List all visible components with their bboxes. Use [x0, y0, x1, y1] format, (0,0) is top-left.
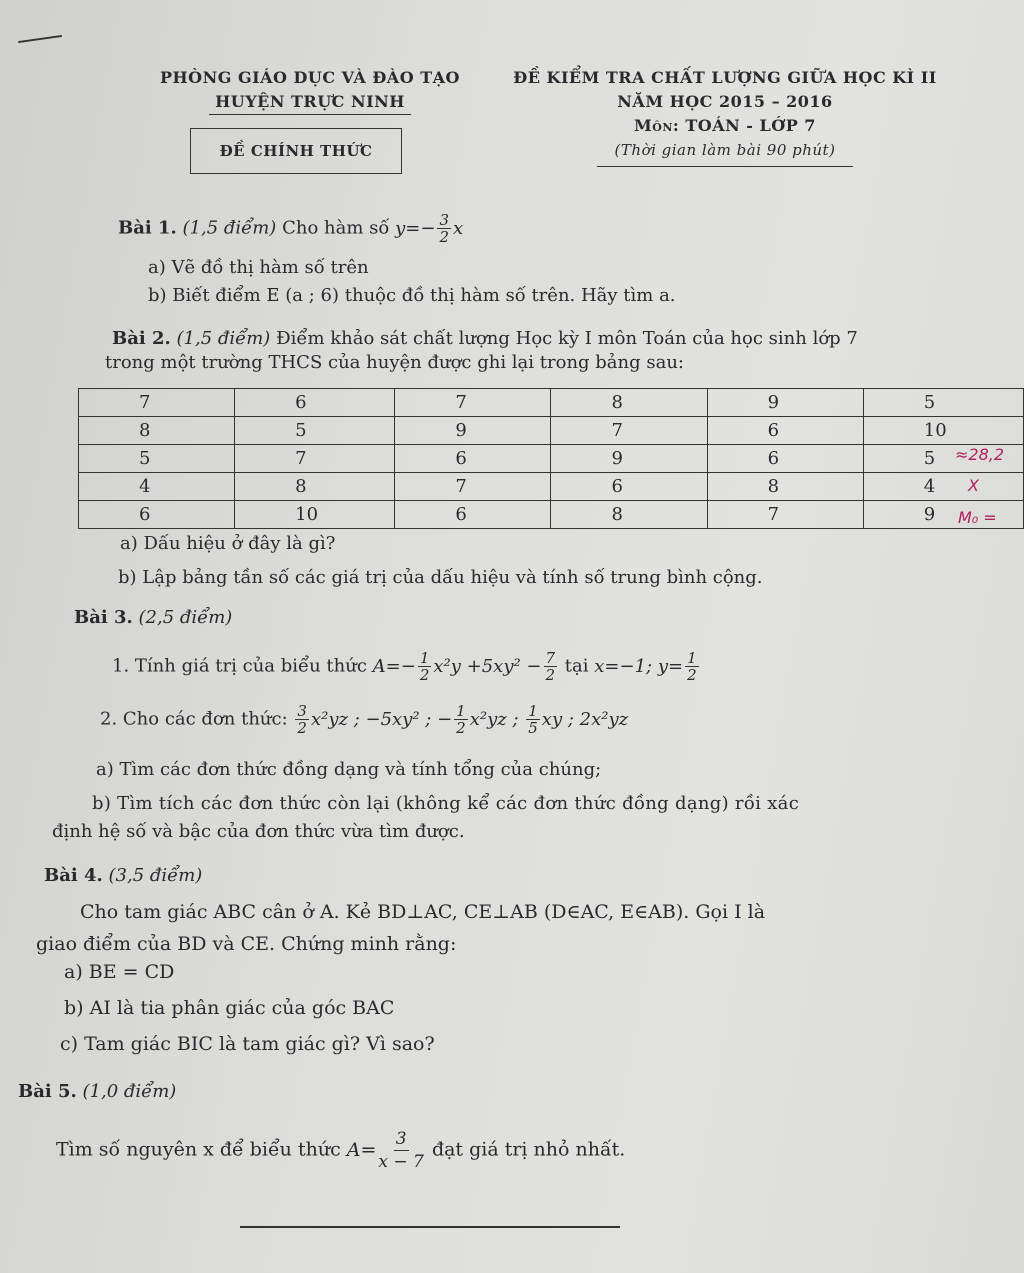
bai2-intro2: trong một trường THCS của huyện được ghi lại trong bảng sau: — [105, 352, 684, 373]
handwritten-note-3: M₀ = — [958, 508, 997, 527]
subject: Môn: TOÁN - LỚP 7 — [634, 116, 816, 135]
department-name: PHÒNG GIÁO DỤC VÀ ĐÀO TẠO — [160, 68, 460, 87]
bai1-points: (1,5 điểm) — [182, 217, 277, 239]
table-cell: 5 — [863, 445, 1023, 473]
bai4-label: Bài 4. — [44, 865, 103, 886]
bai4-b: b) AI là tia phân giác của góc BAC — [64, 997, 395, 1019]
school-year: NĂM HỌC 2015 – 2016 — [617, 92, 833, 111]
bai5-heading — [18, 1078, 176, 1106]
table-cell: 6 — [235, 389, 395, 417]
table-cell: 8 — [551, 501, 707, 529]
table-cell: 8 — [79, 417, 235, 445]
bai5-question: Tìm số nguyên x để biểu thức A= $\frac{3}{x - 7}$ đạt giá trị nhỏ nhất. — [56, 1129, 626, 1172]
table-cell: 8 — [235, 473, 395, 501]
table-cell: 8 — [551, 389, 707, 417]
table-cell: 7 — [551, 417, 707, 445]
table-cell: 6 — [79, 501, 235, 529]
table-cell: 7 — [395, 389, 551, 417]
table-row — [79, 417, 1024, 445]
table-cell: 7 — [79, 389, 235, 417]
bai1-function: y=− $\frac{3}{2}$ x — [395, 211, 464, 246]
bai2-b: b) Lập bảng tần số các giá trị của dấu hiệu và tính số trung bình cộng. — [118, 567, 763, 588]
bai4-points: (3,5 điểm) — [108, 865, 203, 886]
table-cell: 4 — [863, 473, 1023, 501]
table-cell: 7 — [395, 473, 551, 501]
bai3-a: a) Tìm các đơn thức đồng dạng và tính tổng của chúng; — [96, 759, 602, 780]
end-rule — [240, 1226, 620, 1228]
table-cell: 6 — [707, 445, 863, 473]
bai1-intro: Cho hàm số — [282, 217, 390, 239]
table-cell: 5 — [863, 389, 1023, 417]
table-cell: 9 — [395, 417, 551, 445]
table-row — [79, 501, 1024, 529]
district-name: HUYỆN TRỰC NINH — [209, 90, 411, 115]
table-cell: 8 — [707, 473, 863, 501]
table-row — [79, 389, 1024, 417]
bai4-heading — [44, 862, 202, 890]
bai3-points: (2,5 điểm) — [138, 607, 233, 628]
score-table — [78, 388, 1024, 529]
table-cell: 9 — [551, 445, 707, 473]
table-cell: 6 — [395, 501, 551, 529]
corner-mark — [18, 35, 62, 43]
bai3-b1: b) Tìm tích các đơn thức còn lại (không kể các đơn thức đồng dạng) rồi xác — [92, 793, 800, 814]
bai4-intro2: giao điểm của BD và CE. Chứng minh rằng: — [36, 933, 457, 955]
bai3-q2: 2. Cho các đơn thức: $\frac{3}{2}$ x²yz ; −5xy² ; − $\frac{1}{2}$ x²yz ; $\frac{1}{5}$ xy ; 2x²yz — [100, 702, 629, 737]
bai4-intro1: Cho tam giác ABC cân ở A. Kẻ BD⊥AC, CE⊥AB (D∈AC, E∈AB). Gọi I là — [80, 901, 766, 923]
table-row — [79, 473, 1024, 501]
table-cell: 9 — [863, 501, 1023, 529]
bai1-heading — [118, 212, 463, 245]
bai2-label: Bài 2. — [112, 328, 171, 349]
table-cell: 7 — [235, 445, 395, 473]
bai3-b2: định hệ số và bậc của đơn thức vừa tìm được. — [52, 821, 465, 842]
table-cell: 10 — [235, 501, 395, 529]
bai5-points: (1,0 điểm) — [82, 1081, 177, 1102]
bai5-label: Bài 5. — [18, 1081, 77, 1102]
header-right — [490, 66, 960, 167]
handwritten-note-1: ≈28,2 — [955, 445, 1005, 464]
table-row — [79, 445, 1024, 473]
bai3-q1: 1. Tính giá trị của biểu thức A=− $\frac{1}{2}$ x²y +5xy² − $\frac{7}{2}$ tại x=−1; y= $\frac{1}{2}$ — [112, 649, 697, 684]
bai2-intro1: Điểm khảo sát chất lượng Học kỳ I môn Toán của học sinh lớp 7 — [276, 328, 858, 349]
bai3-label: Bài 3. — [74, 607, 133, 628]
bai2-a: a) Dấu hiệu ở đây là gì? — [120, 533, 336, 554]
bai1-b: b) Biết điểm E (a ; 6) thuộc đồ thị hàm số trên. Hãy tìm a. — [148, 285, 676, 306]
bai4-c: c) Tam giác BIC là tam giác gì? Vì sao? — [60, 1033, 435, 1055]
table-cell: 5 — [79, 445, 235, 473]
official-badge: ĐỀ CHÍNH THỨC — [190, 128, 402, 174]
bai3-heading — [74, 604, 232, 632]
table-cell: 4 — [79, 473, 235, 501]
bai1-label: Bài 1. — [118, 217, 177, 239]
table-cell: 10 — [863, 417, 1023, 445]
exam-time: (Thời gian làm bài 90 phút) — [597, 138, 854, 167]
exam-title: ĐỀ KIỂM TRA CHẤT LƯỢNG GIỮA HỌC KÌ II — [513, 68, 937, 87]
score-table-wrap — [78, 388, 1024, 529]
handwritten-note-2: X — [968, 476, 979, 495]
table-cell: 6 — [707, 417, 863, 445]
table-cell: 7 — [707, 501, 863, 529]
table-cell: 6 — [551, 473, 707, 501]
table-cell: 6 — [395, 445, 551, 473]
bai4-a: a) BE = CD — [64, 961, 175, 983]
bai2-points: (1,5 điểm) — [176, 328, 271, 349]
header-left — [150, 66, 470, 115]
table-cell: 5 — [235, 417, 395, 445]
table-cell: 9 — [707, 389, 863, 417]
bai1-a: a) Vẽ đồ thị hàm số trên — [148, 257, 369, 278]
